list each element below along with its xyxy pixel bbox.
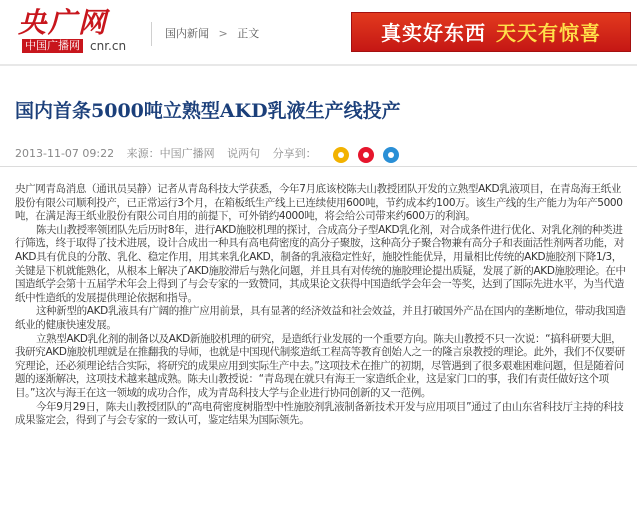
- article-body: [15, 183, 627, 428]
- comment-link[interactable]: 说两句: [227, 147, 261, 160]
- header-divider: [151, 22, 152, 46]
- banner-text-part1: 真实好东西: [381, 21, 486, 45]
- article-paragraph: 今年9月29日，陈夫山教授团队的“高电荷密度树脂型中性施胶剂乳液制备新技术开发与应用项目”通过了由山东省科技厅主持的科技成果鉴定会，得到了与会专家的一致认可，鉴定结果为国际领先。: [15, 400, 624, 427]
- qzone-icon[interactable]: [333, 147, 349, 163]
- banner-text: [352, 13, 630, 52]
- article-paragraph: 立熟型AKD乳化剂的制备以及AKD新施胶机理的研究，是造纸行业发展的一个重要方向。陈夫山教授不只一次说：“搞科研要大胆，我研究AKD施胶机理就是在推翻我的导师，也就是中国现代制浆造纸工程高等教育创始人之一的隆言泉教授的理论。此外，我们不仅要研究理论，还必须理论结合实际，将研究的成果应用到实际生产中去。”这项技术在推广的初期，尽管遇到了很多艰难困难问题，但是随着问题的逐渐解决，这项技术越来越成熟。陈夫山教授说：“青岛现在就只有海王一家造纸企业，这是家门口的事，我们有责任做好这个项目。”这次与海王在这一领域的成功合作，成为青岛科技大学与企业进行协同创新的又一范例。: [15, 332, 625, 399]
- site-header: [0, 0, 637, 62]
- promo-banner[interactable]: [351, 12, 631, 52]
- breadcrumb: [165, 27, 259, 41]
- article-source: 来源：中国广播网: [126, 147, 215, 160]
- article-paragraph: 央广网青岛消息（通讯员吴静）记者从青岛科技大学获悉，今年7月底该校陈夫山教授团队开发的立熟型AKD乳液项目，在青岛海王纸业股份有限公司顺利投产，已正常运行3个月，在箱板纸生产线上已连续使用600吨，节约成本约100万。该生产线的生产能力为年产5000吨，在满足海王纸业股份有限公司自用的前提下，可外销约4000吨，将会给公司带来约600万的利润。: [15, 183, 623, 223]
- article-paragraph: 这种新型的AKD乳液具有广阔的推广应用前景，具有显著的经济效益和社会效益，并且打破国外产品在国内的垄断地位，带动我国造纸业的健康快速发展。: [15, 305, 626, 331]
- share-icons: [333, 144, 403, 162]
- banner-text-part2: 天天有惊喜: [496, 21, 601, 45]
- logo-subtitle: 中国广播网: [22, 39, 83, 53]
- breadcrumb-section-link[interactable]: 国内新闻: [165, 27, 209, 40]
- tencent-weibo-icon[interactable]: [383, 147, 399, 163]
- site-logo[interactable]: [18, 8, 143, 56]
- share-label: 分享到：: [272, 147, 317, 160]
- header-divider-line: [0, 64, 637, 66]
- article-meta: [15, 147, 326, 161]
- breadcrumb-separator: >: [218, 27, 228, 40]
- article-paragraph: 陈夫山教授率领团队先后历时8年，进行AKD施胶机理的探讨，合成高分子型AKD乳化剂，对合成条件进行优化、对乳化剂的种类进行筛选，终于取得了技术进展，设计合成出一种具有高电荷密度的高分子聚胺，这种高分子聚合物兼有高分子和表面活性剂两者功能，对AKD具有优良的分散、乳化、稳定作用，用其来乳化AKD，制备的乳液稳定性好，施胶性能优异，用量相比传统的AKD施胶剂下降1/3，关键是下机就能熟化，从根本上解决了AKD施胶滞后与熟化问题，并且具有对传统的施胶理论提出质疑，发展了新的AKD施胶理论。在中国造纸学会第十五届学术年会上得到了与会专家的一致赞同，其成果论文获得中国造纸学会年会一等奖，达到了国际先进水平，为当代造纸中性造纸的发展提供理论依据和指导。: [15, 223, 626, 304]
- meta-divider-line: [0, 166, 637, 167]
- logo-url: cnr.cn: [90, 39, 127, 53]
- article-date: 2013-11-07 09:22: [15, 147, 115, 160]
- article-title: 国内首条5000吨立熟型AKD乳液生产线投产: [15, 100, 401, 122]
- logo-text: 央广网: [18, 6, 109, 39]
- weibo-icon[interactable]: [358, 147, 374, 163]
- breadcrumb-current: 正文: [237, 27, 260, 40]
